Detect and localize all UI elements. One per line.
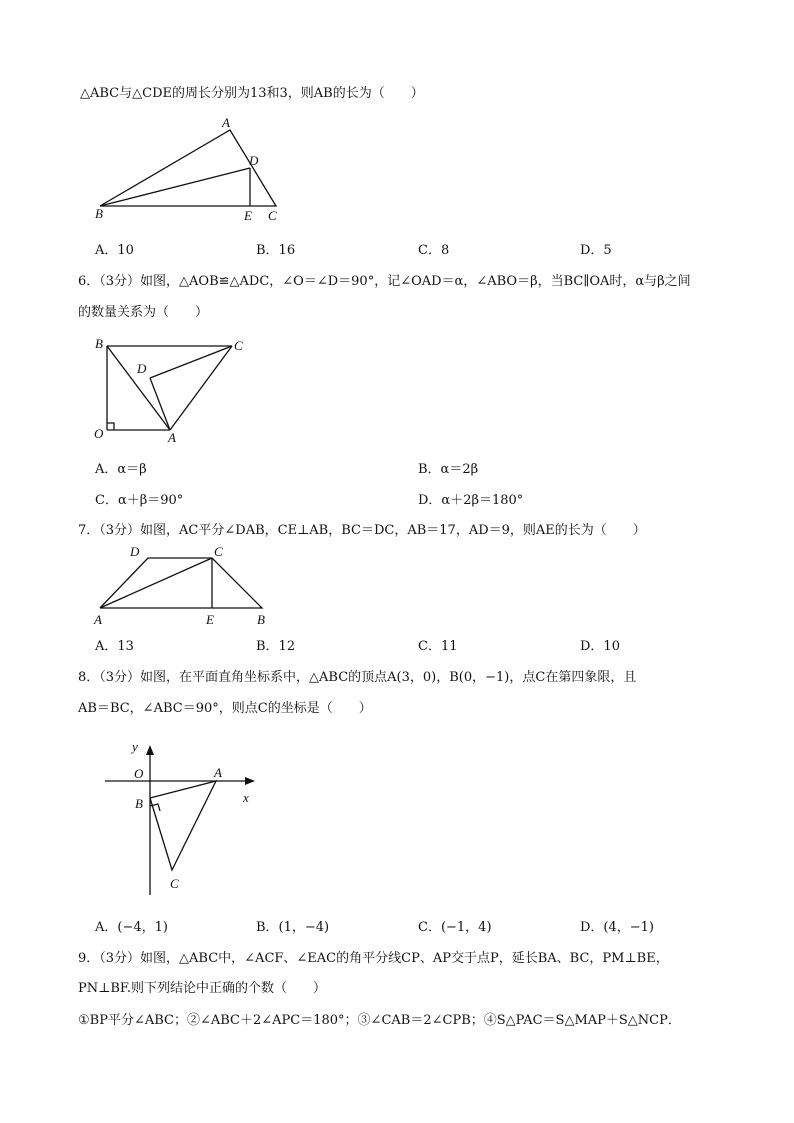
q7-option-c[interactable]: C．11 <box>418 639 458 654</box>
q5-label-c: C <box>268 208 277 223</box>
q7-label-b: B <box>257 612 265 627</box>
q6-option-b[interactable]: B．α＝2β <box>418 462 479 477</box>
q6-label-b: B <box>95 336 103 351</box>
q8-label-c: C <box>170 876 179 891</box>
q8-stem-line1: 8．（3分）如图，在平面直角坐标系中，△ABC的顶点A(3，0)，B(0，−1)，点C在第四象限，且 <box>78 670 637 685</box>
q6-stem-line1: 6．（3分）如图，△AOB≌△ADC，∠O＝∠D＝90°，记∠OAD＝α，∠ABO＝β，当BC∥OA时，α与β之间 <box>78 274 691 289</box>
q8-option-c[interactable]: C．(−1，4) <box>418 920 492 935</box>
q6-label-d: D <box>137 361 147 376</box>
q8-option-a[interactable]: A．(−4，1) <box>95 920 168 935</box>
q5-option-b[interactable]: B．16 <box>256 243 296 258</box>
q5-label-a: A <box>222 115 230 130</box>
q8-label-b: B <box>135 796 143 811</box>
q5-option-a[interactable]: A．10 <box>95 243 134 258</box>
q6-label-c: C <box>234 338 243 353</box>
q7-label-e: E <box>206 612 214 627</box>
q5-label-e: E <box>244 208 252 223</box>
q8-label-x: x <box>243 790 249 805</box>
q6-option-c[interactable]: C．α＋β＝90° <box>95 493 184 508</box>
q8-label-a: A <box>214 765 222 780</box>
q8-label-o: O <box>134 766 144 781</box>
q5-option-d[interactable]: D．5 <box>580 243 612 258</box>
q6-label-o: O <box>94 426 104 441</box>
q5-label-b: B <box>95 206 103 221</box>
q8-option-b[interactable]: B．(1，−4) <box>256 920 330 935</box>
q9-stem-line2: PN⊥BF.则下列结论中正确的个数（ ） <box>78 981 327 996</box>
q5-stem: △ABC与△CDE的周长分别为13和3，则AB的长为（ ） <box>80 86 424 101</box>
q6-stem-line2: 的数量关系为（ ） <box>78 305 209 320</box>
q9-statements: ①BP平分∠ABC；②∠ABC＋2∠APC＝180°；③∠CAB＝2∠CPB；④S△PAC＝S△MAP＋S△NCP． <box>78 1013 681 1028</box>
q6-label-a: A <box>168 430 176 445</box>
q8-stem-line2: AB＝BC，∠ABC＝90°，则点C的坐标是（ ） <box>78 701 372 716</box>
q7-option-b[interactable]: B．12 <box>256 639 296 654</box>
q7-option-a[interactable]: A．13 <box>95 639 134 654</box>
q9-stem-line1: 9．（3分）如图，△ABC中，∠ACF、∠EAC的角平分线CP、AP交于点P，延长BA、BC，PM⊥BE， <box>78 951 669 966</box>
q8-label-y: y <box>132 739 138 754</box>
q6-option-a[interactable]: A．α＝β <box>95 462 147 477</box>
q7-label-c: C <box>214 544 223 559</box>
q8-option-d[interactable]: D．(4，−1) <box>580 920 655 935</box>
q5-label-d: D <box>249 153 259 168</box>
q6-option-d[interactable]: D．α＋2β＝180° <box>418 493 524 508</box>
q7-stem: 7．（3分）如图，AC平分∠DAB，CE⊥AB，BC＝DC，AB＝17，AD＝9，则AE的长为（ ） <box>78 523 646 538</box>
q7-option-d[interactable]: D．10 <box>580 639 620 654</box>
q7-label-d: D <box>130 544 140 559</box>
q7-label-a: A <box>94 612 102 627</box>
q5-option-c[interactable]: C．8 <box>418 243 450 258</box>
